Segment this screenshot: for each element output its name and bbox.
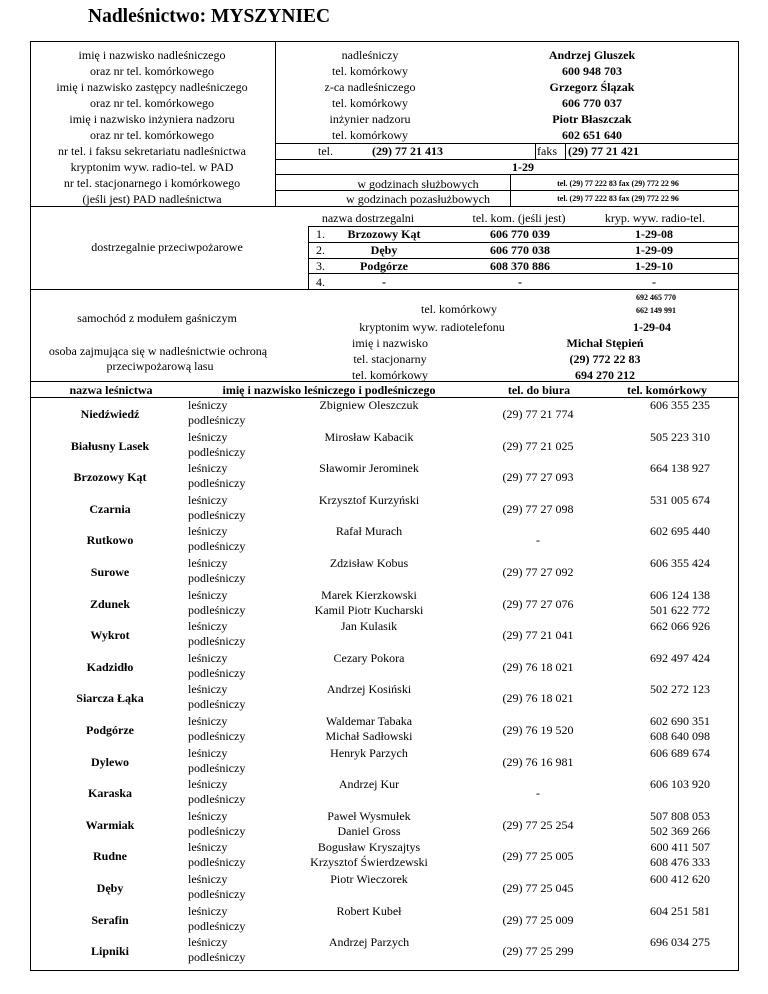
role-deputy: podleśniczy [188,602,246,617]
role-forester: leśniczy [188,808,228,823]
header-role-label: tel. komórkowy [332,128,408,142]
header-split-line [275,41,276,206]
forestry-name: Siarcza Łąka [76,691,144,706]
role-forester: leśniczy [188,745,228,760]
forestry-col-office: tel. do biura [507,383,571,397]
forester-name: Rafał Murach [335,524,403,539]
office-phone: (29) 76 16 981 [502,754,574,769]
fire-officer-label-2: przeciwpożarową lasu [106,359,214,373]
role-forester: leśniczy [188,524,228,539]
forester-name: Henryk Parzych [330,745,408,760]
lookout-name: Brzozowy Kąt [347,227,421,241]
forester-name: Paweł Wysmułek [327,808,411,823]
header-role-value: 606 770 037 [562,96,622,110]
fire-officer-mobile-label: tel. komórkowy [352,368,428,382]
column-divider [565,143,566,159]
mobile-phone-2: 502 369 266 [650,823,710,838]
header-role-label: tel. komórkowy [332,64,408,78]
deputy-name: Daniel Gross [337,823,401,838]
role-deputy: podleśniczy [188,665,246,680]
forestry-name: Czarnia [89,501,131,516]
lookout-name: Podgórze [360,259,408,273]
vehicle-phone-1: 692 465 770 [636,293,676,302]
column-divider [535,143,536,159]
forestry-name: Wykrot [90,628,130,643]
header-role-label: nadleśniczy [341,48,399,62]
forester-name: Sławomir Jerominek [319,461,419,476]
row-divider [275,190,738,191]
lookout-code: - [652,275,656,289]
header-left-label: nr tel. i faksu sekretariatu nadleśnictwa [58,144,246,158]
header-role-label: inżynier nadzoru [329,112,411,126]
row-divider [308,273,738,274]
office-phone: - [536,533,540,548]
secretariat-tel-label: tel. [318,144,333,158]
role-deputy: podleśniczy [188,413,246,427]
header-left-label: imię i nazwisko zastępcy nadleśniczego [56,80,248,94]
forester-name: Andrzej Kosiński [326,682,412,697]
forestry-name: Warmiak [85,817,135,832]
lookouts-col-code: kryp. wyw. radio-tel. [604,211,706,225]
lookout-phone: - [518,275,522,289]
lookout-num: 3. [316,259,325,273]
vehicle-phone-label: tel. komórkowy [421,302,497,316]
header-left-label: oraz nr tel. komórkowego [90,96,214,110]
header-role-value: Andrzej Gluszek [548,48,636,62]
vehicle-phone-2: 662 149 991 [636,306,676,315]
mobile-phone: 531 005 674 [650,492,710,507]
role-deputy: podleśniczy [188,950,246,965]
forester-name: Robert Kubeł [336,903,402,918]
fire-officer-landline: (29) 772 22 83 [569,352,641,366]
header-left-label: oraz nr tel. komórkowego [90,64,214,78]
forestry-name: Dylewo [91,754,129,769]
mobile-phone-2: 501 622 772 [650,602,710,617]
role-deputy: podleśniczy [188,729,246,743]
mobile-phone: 696 034 275 [650,935,710,950]
role-forester: leśniczy [188,903,228,918]
header-role-value: Piotr Błaszczak [552,112,632,126]
mobile-phone: 602 690 351 [650,714,710,728]
mobile-phone: 600 411 507 [650,840,710,855]
fire-officer-name: Michał Stępień [566,336,644,350]
office-phone: (29) 77 27 093 [502,470,574,485]
forestry-name: Brzozowy Kąt [73,470,147,485]
fire-officer-name-label: imię i nazwisko [352,336,428,350]
forester-name: Piotr Wieczorek [330,872,408,886]
role-forester: leśniczy [188,714,228,728]
forestry-col-persons: imię i nazwisko leśniczego i podleśniczego [222,383,436,397]
role-forester: leśniczy [188,619,228,634]
mobile-phone: 606 355 424 [650,556,710,570]
lookout-code: 1-29-08 [635,227,673,241]
lookout-phone: 608 370 886 [490,259,550,273]
office-phone: (29) 76 18 021 [502,691,574,706]
header-role-label: z-ca nadleśniczego [324,80,416,94]
role-forester: leśniczy [188,429,228,444]
role-deputy: podleśniczy [188,823,246,838]
mobile-phone: 600 412 620 [650,872,710,886]
office-phone: (29) 77 27 098 [502,501,574,516]
mobile-phone-2: 608 640 098 [650,729,710,743]
office-phone: (29) 77 25 009 [502,912,574,927]
role-deputy: podleśniczy [188,792,246,807]
mobile-phone: 692 497 424 [650,650,710,665]
forester-name: Jan Kulasik [340,619,398,634]
forestry-name: Niedźwiedź [80,407,140,421]
mobile-phone: 507 808 053 [650,808,710,823]
office-phone: (29) 77 25 299 [502,944,574,959]
section-line [30,289,738,290]
vehicle-radio-label: kryptonim wyw. radiotelefonu [359,320,505,334]
forester-name: Andrzej Kur [338,777,400,792]
pad-off-label: w godzinach pozasłużbowych [346,192,490,206]
secretariat-tel-value: (29) 77 21 413 [372,144,443,158]
role-forester: leśniczy [188,872,228,886]
role-deputy: podleśniczy [188,887,246,901]
pad-off-value: tel. (29) 77 222 83 fax (29) 772 22 96 [557,194,679,203]
role-forester: leśniczy [188,777,228,792]
forestry-name: Surowe [90,565,130,579]
header-role-value: 600 948 703 [562,64,622,78]
lookout-phone: 606 770 038 [490,243,550,257]
office-phone: (29) 76 18 021 [502,659,574,674]
lookouts-label: dostrzegalnie przeciwpożarowe [91,240,243,254]
role-forester: leśniczy [188,587,228,602]
vehicle-radio-value: 1-29-04 [633,320,671,334]
header-left-label: (jeśli jest) PAD nadleśnictwa [82,192,222,206]
fire-officer-landline-label: tel. stacjonarny [353,352,427,366]
role-forester: leśniczy [188,492,228,507]
office-phone: - [536,786,540,801]
forestry-name: Serafin [91,912,129,927]
header-left-label: kryptonim wyw. radio-tel. w PAD [70,160,234,174]
forestry-name: Kadzidło [86,659,134,674]
role-deputy: podleśniczy [188,539,246,554]
secretariat-fax-value: (29) 77 21 421 [568,144,639,158]
role-forester: leśniczy [188,840,228,855]
mobile-phone: 664 138 927 [650,461,710,476]
role-deputy: podleśniczy [188,571,246,585]
mobile-phone: 606 355 235 [650,398,710,412]
header-role-label: tel. komórkowy [332,96,408,110]
lookout-num: 4. [316,275,325,289]
role-forester: leśniczy [188,682,228,697]
section-line [30,206,738,207]
office-phone: (29) 77 25 005 [502,849,574,864]
fire-officer-label-1: osoba zajmująca się w nadleśnictwie ochroną [48,344,268,358]
lookout-name: - [382,275,386,289]
pad-duty-value: tel. (29) 77 222 83 fax (29) 772 22 96 [557,179,679,188]
role-deputy: podleśniczy [188,634,246,649]
forestry-name: Zdunek [89,596,131,611]
tel-fax-line [275,159,738,160]
role-forester: leśniczy [188,935,228,950]
vehicle-label: samochód z modułem gaśniczym [77,311,237,325]
mobile-phone: 505 223 310 [650,429,710,444]
header-left-label: imię i nazwisko nadleśniczego [78,48,226,62]
role-forester: leśniczy [188,398,228,412]
role-forester: leśniczy [188,461,228,476]
mobile-phone: 606 689 674 [650,745,710,760]
pad-code: 1-29 [512,160,534,174]
mobile-phone: 606 103 920 [650,777,710,792]
role-deputy: podleśniczy [188,918,246,933]
header-role-value: 602 651 640 [562,128,622,142]
forestry-name: Karaska [87,786,133,801]
secretariat-line [275,143,738,144]
lookout-code: 1-29-10 [635,259,673,273]
forester-name: Andrzej Parzych [328,935,410,950]
mobile-phone: 604 251 581 [650,903,710,918]
forester-name: Mirosław Kabacik [324,429,414,444]
header-left-label: nr tel. stacjonarnego i komórkowego [63,176,241,190]
lookouts-col-phone: tel. kom. (jeśli jest) [472,211,566,225]
forestry-name: Rudne [92,849,128,864]
mobile-phone: 502 272 123 [650,682,710,697]
forester-name: Bogusław Kryszajtys [317,840,421,855]
pad-duty-label: w godzinach służbowych [357,177,479,191]
role-deputy: podleśniczy [188,855,246,870]
forester-name: Cezary Pokora [333,650,405,665]
forester-name: Zdzisław Kobus [329,556,409,570]
header-role-value: Grzegorz Ślązak [549,80,635,94]
page-title: Nadleśnictwo: MYSZYNIEC [88,6,331,27]
role-forester: leśniczy [188,650,228,665]
lookout-phone: 606 770 039 [490,227,550,241]
lookout-name: Dęby [370,243,398,257]
deputy-name: Michał Sadłowski [325,729,413,743]
office-phone: (29) 77 25 045 [502,881,574,895]
mobile-phone-2: 608 476 333 [650,855,710,870]
forestry-name: Rutkowo [86,533,134,548]
deputy-name: Kamil Piotr Kucharski [314,602,424,617]
deputy-name: Krzysztof Świerdzewski [310,855,428,870]
lookout-num: 1. [316,227,325,241]
forester-name: Zbigniew Oleszczuk [319,398,419,412]
role-deputy: podleśniczy [188,444,246,459]
office-phone: (29) 77 21 025 [502,438,574,453]
forester-name: Krzysztof Kurzyński [318,492,420,507]
secretariat-fax-label: faks [537,144,557,158]
lookouts-col-name: nazwa dostrzegalni [321,211,415,225]
fire-officer-mobile: 694 270 212 [575,368,635,382]
role-deputy: podleśniczy [188,507,246,522]
office-phone: (29) 76 19 520 [502,723,574,737]
pad-line [275,174,738,175]
header-left-label: imię i nazwisko inżyniera nadzoru [69,112,235,126]
role-deputy: podleśniczy [188,760,246,775]
header-left-label: oraz nr tel. komórkowego [90,128,214,142]
forestry-name: Podgórze [86,723,134,737]
role-deputy: podleśniczy [188,697,246,712]
mobile-phone: 662 066 926 [650,619,710,634]
forestry-name: Lipniki [90,944,130,959]
role-deputy: podleśniczy [188,476,246,491]
office-phone: (29) 77 21 774 [502,407,574,421]
role-forester: leśniczy [188,556,228,570]
office-phone: (29) 77 27 076 [502,596,574,611]
mobile-phone: 602 695 440 [650,524,710,539]
office-phone: (29) 77 25 254 [502,817,574,832]
forestry-name: Dęby [96,881,124,895]
forestry-name: Białusny Lasek [70,438,150,453]
office-phone: (29) 77 27 092 [502,565,574,579]
forester-name: Marek Kierzkowski [321,587,417,602]
forester-name: Waldemar Tabaka [325,714,413,728]
mobile-phone: 606 124 138 [650,587,710,602]
lookout-code: 1-29-09 [635,243,673,257]
lookout-num: 2. [316,243,325,257]
forestry-col-name: nazwa leśnictwa [69,383,153,397]
forestry-col-mobile: tel. komórkowy [627,383,707,397]
office-phone: (29) 77 21 041 [502,628,574,643]
